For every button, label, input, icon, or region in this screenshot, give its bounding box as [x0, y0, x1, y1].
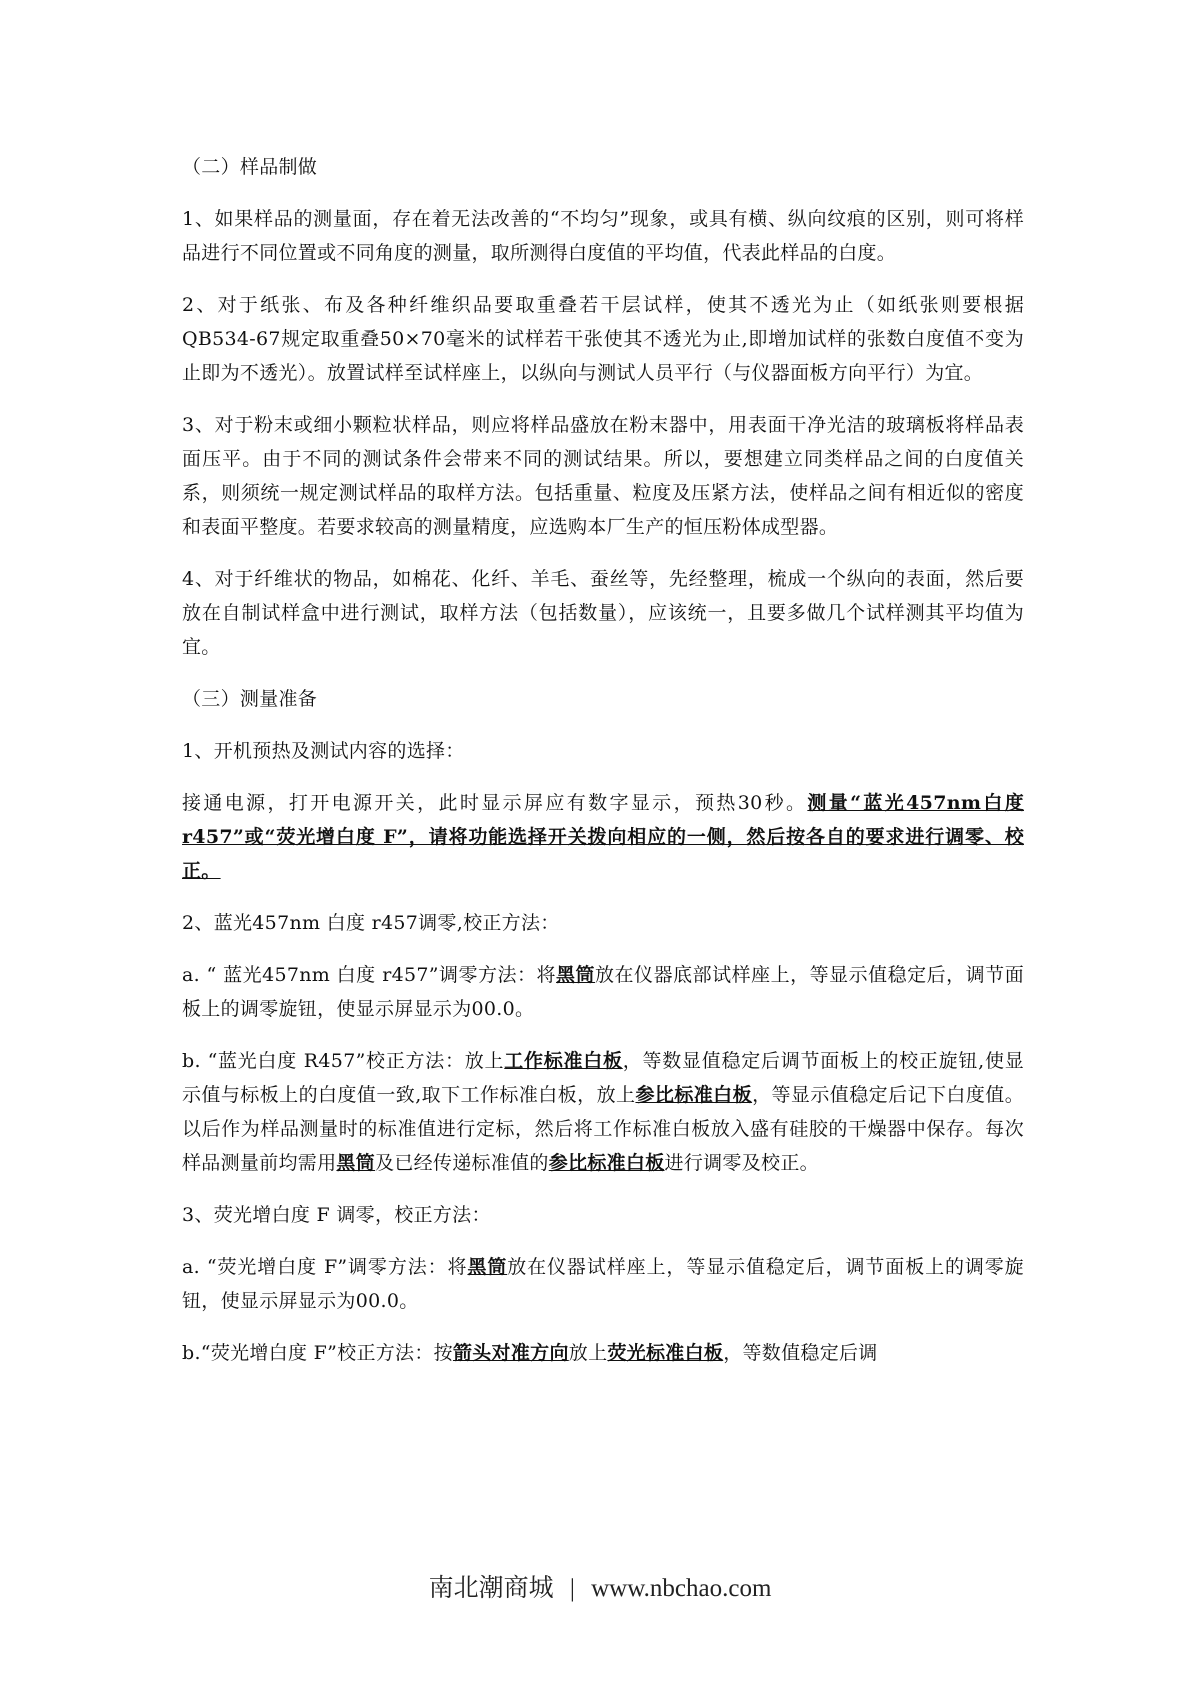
paragraph	[182, 958, 1024, 1026]
paragraph	[182, 786, 1024, 888]
highlighted-term: 参比标准白板	[548, 1152, 665, 1174]
highlighted-term: 测量“蓝光457nm白度 r457”或“荧光增白度 F”，请将功能选择开关拨向相应的一侧，然后按各自的要求进行调零、校正。	[182, 792, 1024, 882]
paragraph	[182, 1044, 1024, 1180]
text-run: 及已经传递标准值的	[375, 1152, 549, 1174]
section-heading	[182, 682, 1024, 716]
paragraph	[182, 202, 1024, 270]
highlighted-term: 黑筒	[336, 1152, 376, 1174]
section-heading	[182, 1198, 1024, 1232]
text-run: （三）测量准备	[182, 688, 318, 710]
text-run: 放在仪器试样座上，等显示值稳定后，调节面板上的调零旋钮，使显示屏显示为00.0。	[182, 1256, 1024, 1312]
footer-separator: |	[569, 1575, 575, 1602]
text-run: （二）样品制做	[182, 156, 318, 178]
text-run: ，等数值稳定后调	[723, 1342, 878, 1364]
text-run: 3、对于粉末或细小颗粒状样品，则应将样品盛放在粉末器中，用表面干净光洁的玻璃板将样品表面压平。由于不同的测试条件会带来不同的测试结果。所以，要想建立同类样品之间的白度值关系，则须统一规定测试样品的取样方法。包括重量、粒度及压紧方法，使样品之间有相近似的密度和表面平整度。若要求较高的测量精度，应选购本厂生产的恒压粉体成型器。	[182, 414, 1024, 538]
text-run: 4、对于纤维状的物品，如棉花、化纤、羊毛、蚕丝等，先经整理，梳成一个纵向的表面，然后要放在自制试样盒中进行测试，取样方法（包括数量），应该统一，且要多做几个试样测其平均值为宜。	[182, 568, 1024, 658]
text-run: ，等数显值稳定后调节面板上的校正旋钮,使显示值与标板上的白度值一致,取下工作标准白板，放上	[182, 1050, 1024, 1106]
text-run: 1、开机预热及测试内容的选择：	[182, 740, 465, 762]
text-run: ，等显示值稳定后记下白度值。以后作为样品测量时的标准值进行定标，然后将工作标准白板放入盛有硅胶的干燥器中保存。每次样品测量前均需用	[182, 1084, 1024, 1174]
section-heading	[182, 906, 1024, 940]
text-run: a. “荧光增白度 F”调零方法：将	[182, 1256, 468, 1278]
text-run: b. “蓝光白度 R457”校正方法：放上	[182, 1050, 505, 1072]
footer-watermark	[0, 1568, 1200, 1604]
text-run: 放上	[568, 1342, 608, 1364]
highlighted-term: 黑筒	[467, 1256, 508, 1278]
highlighted-term: 参比标准白板	[635, 1084, 753, 1106]
highlighted-term: 黑筒	[556, 964, 596, 986]
footer-url[interactable]: www.nbchao.com	[591, 1575, 772, 1602]
section-heading	[182, 734, 1024, 768]
text-run: 放在仪器底部试样座上，等显示值稳定后，调节面板上的调零旋钮，使显示屏显示为00.0。	[182, 964, 1024, 1020]
paragraph	[182, 408, 1024, 544]
text-run: b.“荧光增白度 F”校正方法：按	[182, 1342, 453, 1364]
highlighted-term: 荧光标准白板	[607, 1342, 724, 1364]
text-run: 进行调零及校正。	[664, 1152, 819, 1174]
text-run: 接通电源，打开电源开关，此时显示屏应有数字显示，预热30秒。	[182, 792, 808, 814]
text-run: a. “ 蓝光457nm 白度 r457”调零方法：将	[182, 964, 557, 986]
text-run: 1、如果样品的测量面，存在着无法改善的“不均匀”现象，或具有横、纵向纹痕的区别，则可将样品进行不同位置或不同角度的测量，取所测得白度值的平均值，代表此样品的白度。	[182, 208, 1024, 264]
text-run: 2、对于纸张、布及各种纤维织品要取重叠若干层试样，使其不透光为止（如纸张则要根据 QB534-67规定取重叠50×70毫米的试样若干张使其不透光为止,即增加试样的张数白度值不变为止即为不透光）。放置试样至试样座上，以纵向与测试人员平行（与仪器面板方向平行）为宜。	[182, 294, 1024, 384]
document-body	[182, 150, 1024, 1388]
text-run: 2、蓝光457nm 白度 r457调零,校正方法：	[182, 912, 560, 934]
paragraph	[182, 288, 1024, 390]
paragraph	[182, 562, 1024, 664]
highlighted-term: 工作标准白板	[504, 1050, 623, 1072]
section-heading	[182, 150, 1024, 184]
paragraph	[182, 1250, 1024, 1318]
paragraph	[182, 1336, 1024, 1370]
footer-brand: 南北潮商城	[428, 1575, 554, 1602]
highlighted-term: 箭头对准方向	[452, 1342, 569, 1364]
text-run: 3、荧光增白度 F 调零，校正方法：	[182, 1204, 491, 1226]
